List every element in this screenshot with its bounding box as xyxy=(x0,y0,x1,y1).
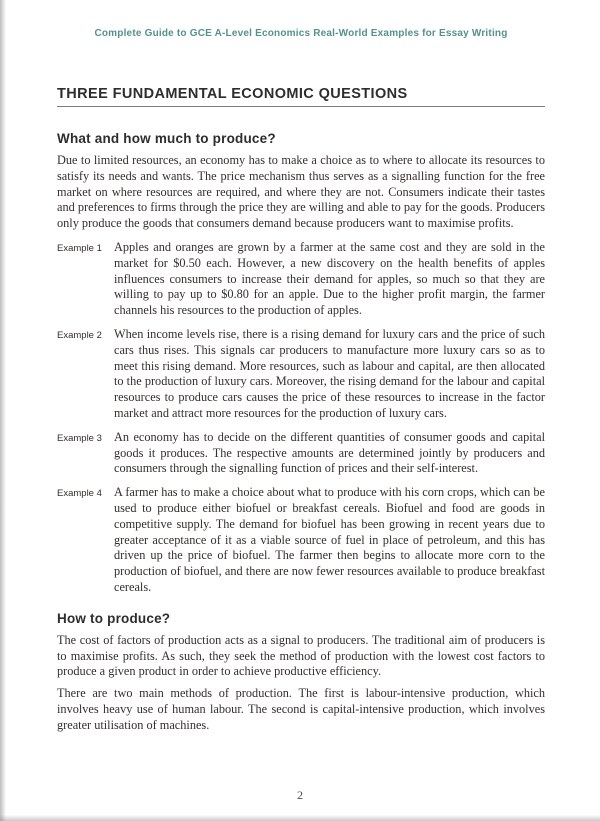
example-label: Example 4 xyxy=(57,488,102,500)
example-label: Example 2 xyxy=(57,329,102,341)
example-text: An economy has to decide on the different quantities of consumer goods and capital goods it produces. The respective amounts are determined jointly by producers and consumers through the signalling function of prices and their self-interest. xyxy=(114,429,545,476)
example-text: When income levels rise, there is a rising demand for luxury cars and the price of such cars thus rises. This signals car producers to manufacture more luxury cars so as to meet this rising demand. More resources, such as labour and capital, are then allocated to the production of luxury cars. Moreover, the rising demand for the labour and capital resources to produce cars causes the price of these resources to increase in the factor market and attract more resources for the production of luxury cars. xyxy=(114,326,545,420)
example-block-2 xyxy=(57,327,545,422)
page-left-edge-shadow xyxy=(0,0,6,821)
example-block-3 xyxy=(57,430,545,477)
example-block-4 xyxy=(57,485,545,596)
how-to-produce-paragraph-1: The cost of factors of production acts as a signal to producers. The traditional aim of producers is to maximise profits. As such, they seek the method of production with the lowest cost factors to produce a given product in order to achieve productive efficiency. xyxy=(57,632,545,679)
section-heading-how-to-produce: How to produce? xyxy=(57,610,171,626)
example-block-1 xyxy=(57,240,545,319)
section-intro-paragraph: Due to limited resources, an economy has to make a choice as to where to allocate its resources to satisfy its needs and wants. The price mechanism thus serves as a signalling function for the free market on where resources are required, and where they are not. Consumers indicate their tastes and preferences to firms through the price they are willing and able to pay for the goods. Producers only produce the goods that consumers demand because producers want to maximise profits. xyxy=(57,153,545,231)
page-title: THREE FUNDAMENTAL ECONOMIC QUESTIONS xyxy=(57,86,545,107)
example-label: Example 3 xyxy=(57,432,102,444)
example-text: A farmer has to make a choice about what to produce with his corn crops, which can be used to produce either biofuel or breakfast cereals. Biofuel and food are goods in competitive supply. The demand for biofuel has been growing in recent years due to greater acceptance of it as a viable source of fuel in place of petroleum, and this has driven up the price of biofuel. The farmer then begins to allocate more corn to the production of biofuel, and there are now fewer resources available to produce breakfast cereals. xyxy=(114,485,545,594)
page-number: 2 xyxy=(297,788,303,802)
running-header: Complete Guide to GCE A-Level Economics Real-World Examples for Essay Writing xyxy=(94,28,508,39)
how-to-produce-paragraph-2: There are two main methods of production. The first is labour-intensive production, which involves heavy use of human labour. The second is capital-intensive production, which involves greater utilisation of machines. xyxy=(57,686,545,732)
example-label: Example 1 xyxy=(57,242,102,254)
page-bottom-edge-shadow xyxy=(0,815,600,821)
section-heading-what-to-produce: What and how much to produce? xyxy=(57,131,276,146)
example-text: Apples and oranges are grown by a farmer at the same cost and they are sold in the market for $0.50 each. However, a new discovery on the health benefits of apples influences consumers to increase their demand for apples, so much so that they are willing to pay up to $0.80 for an apple. Due to the higher profit margin, the farmer channels his resources to the production of apples. xyxy=(114,239,545,318)
